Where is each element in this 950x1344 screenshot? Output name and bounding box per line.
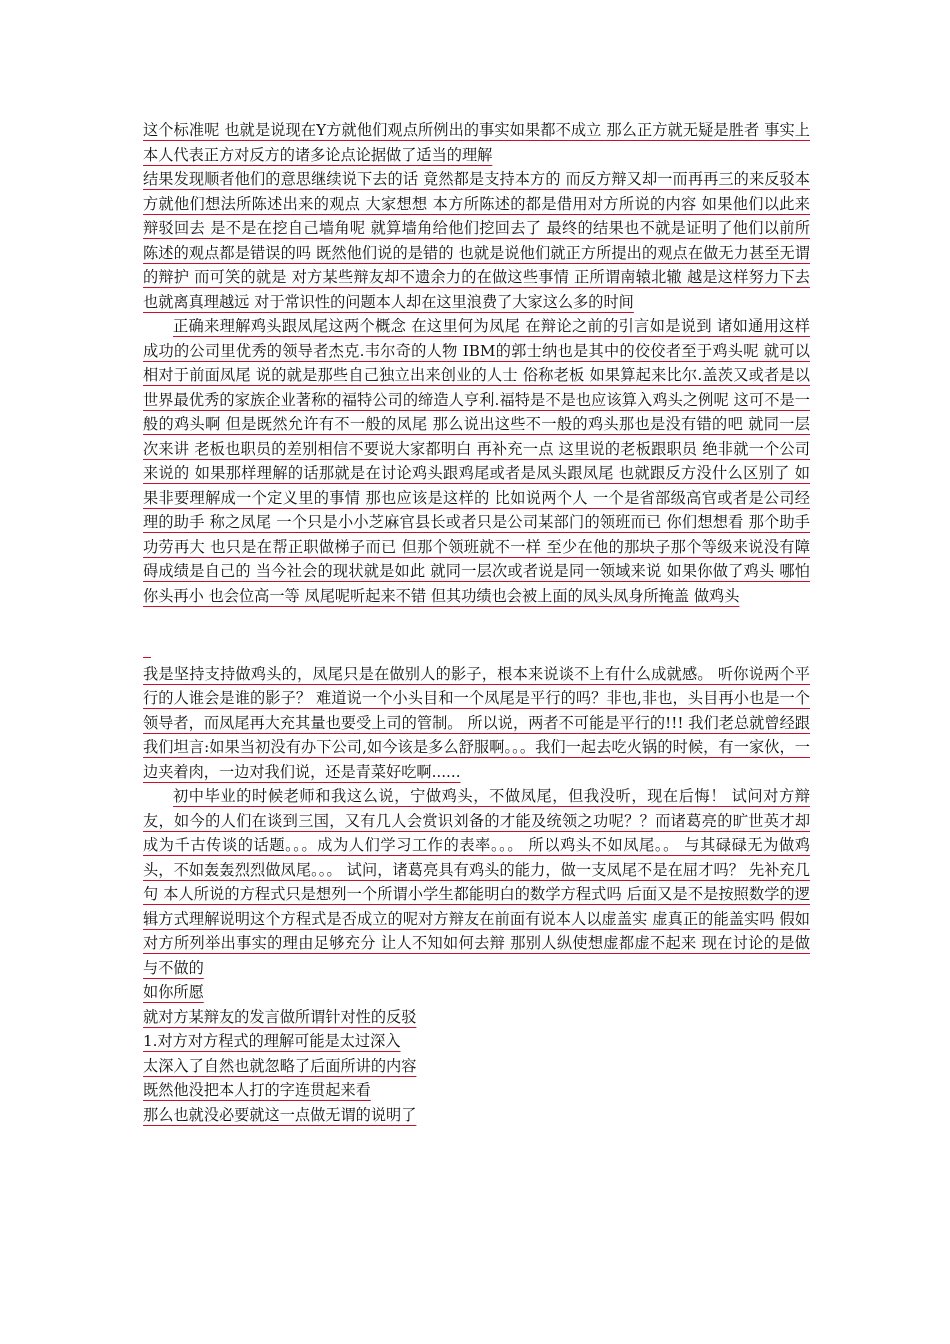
paragraph-3-text: 正确来理解鸡头跟凤尾这两个概念 在这里何为凤尾 在辩论之前的引言如是说到 诸如通用这样成功的公司里优秀的领导者杰克.韦尔奇的人物 IBM的郭士纳也是其中的佼佼者至于鸡头呢 就可以相对于前面凤尾 说的就是那些自己独立出来创业的人士 俗称老板 如果算起来比尔.盖茨又或者是以世界最优秀的家族企业著称的福特公司的缔造人亨利.福特是不是也应该算入鸡头之例呢 这可不是一般的鸡头啊 但是既然允许有不一般的凤尾 那么说出这些不一般的鸡头那也是没有错的吧 就同一层次来讲 老板也职员的差别相信不要说大家都明白 再补充一点 这里说的老板跟职员 绝非就一个公司来说的 如果那样理解的话那就是在讨论鸡头跟鸡尾或者是凤头跟凤尾 也就跟反方没什么区别了 如果非要理解成一个定义里的事情 那也应该是这样的 比如说两个人 一个是省部级高官或者是公司经理的助手 称之凤尾 一个只是小小芝麻官县长或者只是公司某部门的领班而已 你们想想看 那个助手功劳再大 也只是在帮正职做梯子而已 但那个领班就不一样 至少在他的那块子那个等级来说没有障碍成绩是自己的 当今社会的现状就是如此 就同一层次或者说是同一领域来说 如果你做了鸡头 哪怕你头再小 也会位高一等 凤尾呢听起来不错 但其功绩也会被上面的凤头凤身所掩盖 做鸡头 [143, 317, 810, 605]
paragraph-3 [143, 314, 810, 608]
paragraph-2-text: 结果发现顺者他们的意思继续说下去的话 竟然都是支持本方的 而反方辩又却一而再再三的来反驳本方就他们想法所陈述出来的观点 大家想想 本方所陈述的都是借用对方所说的内容 如果他们以此来辩驳回去 是不是在挖自己墙角呢 就算墙角给他们挖回去了 最终的结果也不就是证明了他们以前所陈述的观点都是错误的吗 既然他们说的是错的 也就是说他们就正方所提出的观点在做无力甚至无谓的辩护 而可笑的就是 对方某些辩友却不遗余力的在做这些事情 正所谓南辕北辙 越是这样努力下去也就离真理越远 对于常识性的问题本人却在这里浪费了大家这么多的时间 [143, 170, 810, 311]
short-line-6-text: 那么也就没必要就这一点做无谓的说明了 [143, 1105, 417, 1124]
short-line-4-text: 太深入了自然也就忽略了后面所讲的内容 [143, 1056, 417, 1075]
short-line-6 [143, 1103, 810, 1128]
short-line-5-text: 既然他没把本人打的字连贯起来看 [143, 1081, 371, 1099]
short-line-5 [143, 1078, 810, 1103]
paragraph-1 [143, 118, 810, 167]
paragraph-5-text: 初中毕业的时候老师和我这么说，宁做鸡头，不做凤尾，但我没听，现在后悔！ 试问对方辩友，如今的人们在谈到三国，又有几人会赏识刘备的才能及统领之功呢？？而诸葛亮的旷世英才却成为千古传谈的话题。。。成为人们学习工作的表率。。。 所以鸡头不如凤尾。。 与其碌碌无为做鸡头，不如轰轰烈烈做凤尾。。。 试问，诸葛亮具有鸡头的能力，做一支凤尾不是在屈才吗？ 先补充几句 本人所说的方程式只是想列一个所谓小学生都能明白的数学方程式吗 后面又是不是按照数学的逻辑方式理解说明这个方程式是否成立的呢对方辩友在前面有说本人以虚盖实 虚真正的能盖实吗 假如对方所列举出事实的理由足够充分 让人不知如何去辩 那别人纵使想虚都虚不起来 现在讨论的是做与不做的 [143, 787, 810, 977]
paragraph-2 [143, 167, 810, 314]
paragraph-4 [143, 662, 810, 785]
short-line-1 [143, 980, 810, 1005]
paragraph-5 [143, 784, 810, 980]
empty-underlined-line [143, 632, 151, 658]
paragraph-4-text: 我是坚持支持做鸡头的，凤尾只是在做别人的影子，根本来说谈不上有什么成就感。 听你说两个平行的人谁会是谁的影子？ 难道说一个小头目和一个凤尾是平行的吗？非也,非也，头目再小也是一个领导者，而凤尾再大充其量也要受上司的管制。 所以说，两者不可能是平行的!!! 我们老总就曾经跟我们坦言:如果当初没有办下公司,如今该是多么舒服啊。。。我们一起去吃火锅的时候，有一家伙，一边夹着肉，一边对我们说，还是青菜好吃啊...... [143, 664, 810, 781]
short-line-2 [143, 1005, 810, 1030]
document-page [143, 118, 810, 1127]
short-line-3-text: 1.对方对方程式的理解可能是太过深入 [143, 1032, 401, 1050]
blank-gap [143, 608, 810, 632]
short-line-1-text: 如你所愿 [143, 983, 204, 1001]
paragraph-1-text: 这个标准呢 也就是说现在Y方就他们观点所例出的事实如果都不成立 那么正方就无疑是胜者 事实上本人代表正方对反方的诸多论点论据做了适当的理解 [143, 121, 810, 164]
short-line-2-text: 就对方某辩友的发言做所谓针对性的反驳 [143, 1007, 417, 1026]
short-line-3 [143, 1029, 810, 1054]
short-line-4 [143, 1054, 810, 1079]
